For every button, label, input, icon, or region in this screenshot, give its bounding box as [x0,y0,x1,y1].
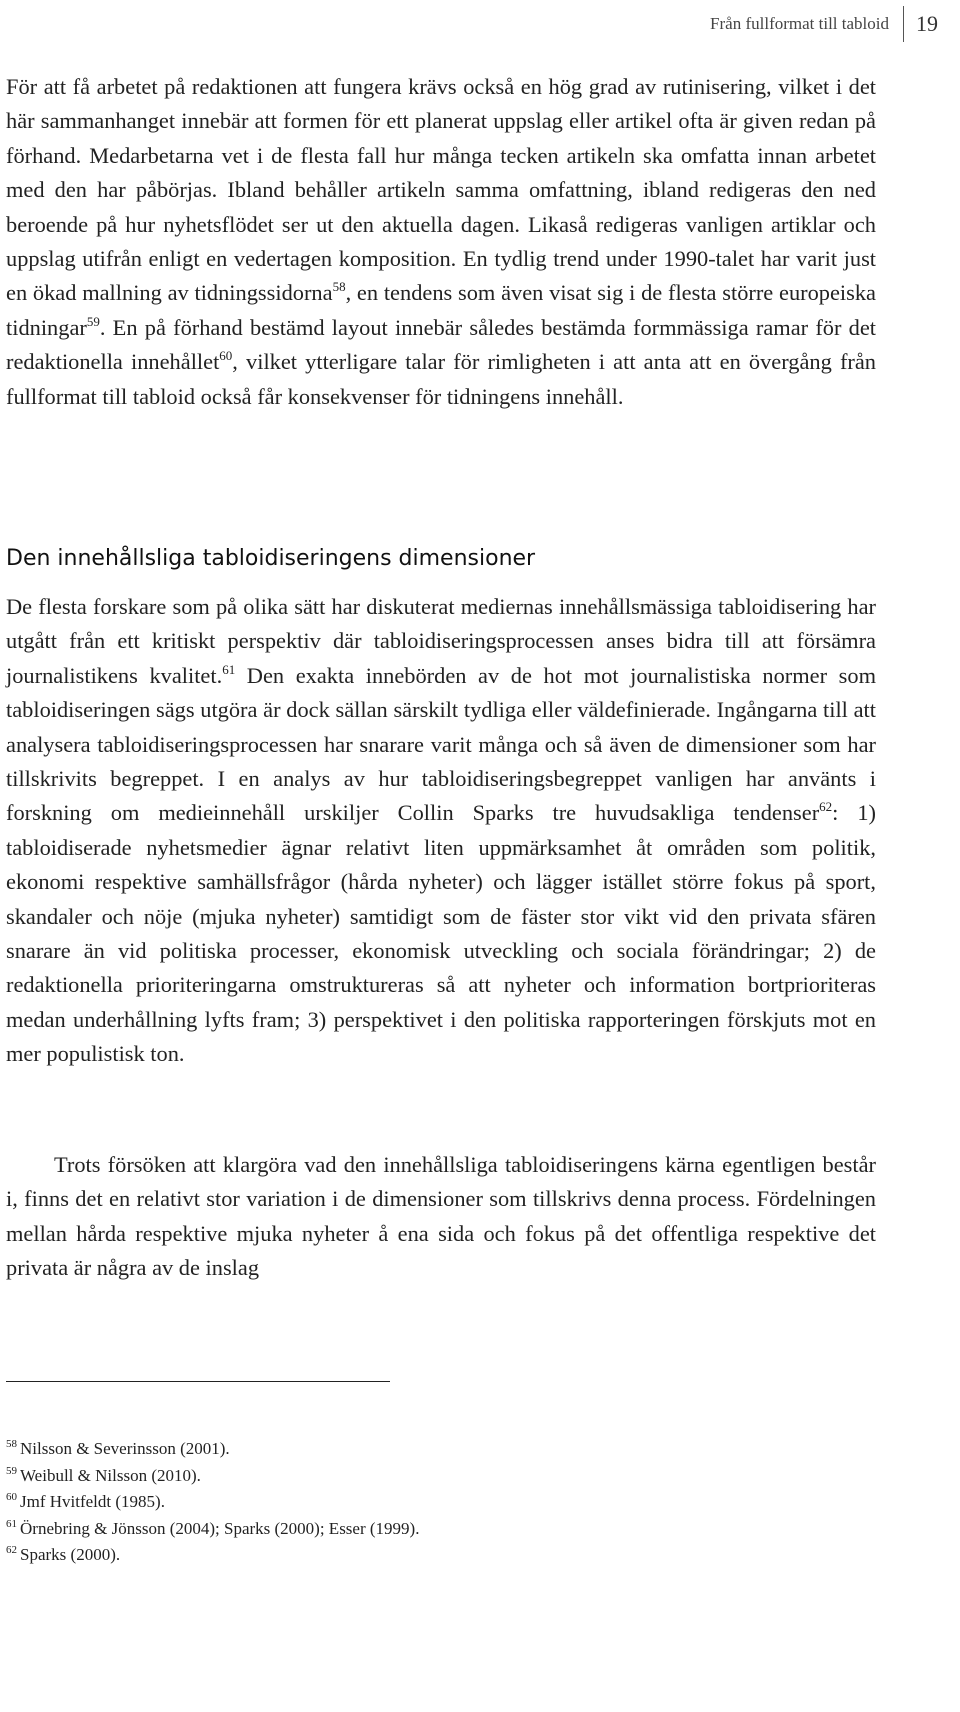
paragraph-text: De flesta forskare som på olika sätt har diskuterat mediernas innehållsmässiga tabloidisering har utgått från ett kritiskt perspektiv där tabloidiseringsprocessen anses bidra till att försämra journalistikens kvalitet. [6,594,876,688]
paragraph-text: Trots försöken att klargöra vad den innehållsliga tabloidiseringens kärna egentligen består i, finns det en relativt stor variation i de dimensioner som tillskrivs denna process. Fördelningen mellan hårda respektive mjuka nyheter å [6,1152,876,1246]
footnote-number: 60 [6,1491,17,1503]
page-number: 19 [916,11,938,36]
body-paragraph-3 [6,1148,876,1286]
footnote-ref-60: 60 [219,348,233,364]
paragraph-text: : 1) tabloidiserade nyhetsmedier ägnar relativt liten uppmärksamhet åt områden som politik, ekonomi respektive samhällsfrågor (hårda nyheter) och lägger istället större fokus på sport, skandaler och nöje (mjuka nyheter) samtidigt som de fäster stor vikt vid den privata sfären snarare än vid politiska processer, ekonomisk utveckling och sociala förändringar; 2) de redaktionella prioriteringarna omstruktureras så att nyheter och information bortprioriteras medan underhållning lyfts fram; 3) perspektivet i den politiska rapporteringen förskjuts mot en mer populistisk ton. [6,800,876,1067]
body-paragraph-1 [6,70,876,414]
footnote-number: 58 [6,1438,17,1450]
footnote-number: 62 [6,1544,17,1556]
footnote-ref-62: 62 [819,799,833,815]
footnote-ref-59: 59 [86,313,100,329]
paragraph-last-line: ena sida och fokus på det offentliga respektive det privata är några av de inslag [6,1220,876,1281]
footnote-ref-61: 61 [222,661,236,677]
footnote-text: Weibull & Nilsson (2010). [20,1465,201,1485]
footnote-list [6,1436,419,1569]
footnote [6,1542,419,1569]
paragraph-text: . En på förhand bestämd layout innebär således bestämda formmässiga ramar för det redaktionella innehållet [6,314,876,375]
footnote-ref-58: 58 [332,279,346,295]
footnote-text: Nilsson & Severinsson (2001). [20,1439,230,1458]
footnote [6,1436,419,1463]
footnote-text: Sparks (2000). [20,1545,121,1564]
footnote [6,1463,419,1490]
paragraph-text: , vilket ytterligare talar för rimligheten i att anta att en övergång från fullformat till tabloid också får konsekvenser för tidningens innehåll. [6,349,876,409]
footnote [6,1516,419,1543]
footnote-number: 59 [6,1464,17,1477]
footnote-number: 61 [6,1517,17,1530]
footnote [6,1489,419,1516]
footnote-separator [6,1381,390,1382]
body-paragraph-2 [6,590,876,1072]
paragraph-text: , en tendens som även visat sig i de flesta större europeiska tidningar [6,280,876,340]
paragraph-text: Den exakta innebörden av de hot mot journalistiska normer som tabloidiseringen sägs utgöra är dock sällan särskilt tydliga eller väldefinierade. Ingångarna till att analysera tabloidiseringsprocessen har snarare varit många och så även de dimensioner som har tillskrivits begreppet. I en analys av hur tabloidiseringsbegreppet vanligen har använts i forskning om medieinnehåll urskiljer Collin Sparks tre huvudsakliga tendenser [6,662,876,826]
paragraph-text: För att få arbetet på redaktionen att fungera krävs också en hög grad av rutinisering, vilket i det här sammanhanget innebär att formen för ett planerat uppslag eller artikel ofta är given redan på förhand. Medarbetarna vet i de flesta fall hur många tecken artikeln ska omfatta innan arbetet med den har påbörjas. Ibland behåller artikeln samma omfattning, ibland redigeras den ned beroende på hur nyhetsflödet ser ut den aktuella dagen. Likaså redigeras vanligen artiklar och uppslag utifrån enligt en vedertagen komposition. En tydlig trend under 1990-talet har varit just en ökad mallning av tidningssidorna [6,74,876,306]
running-header [710,4,938,44]
footnote-text: Jmf Hvitfeldt (1985). [20,1492,165,1511]
running-title: Från fullformat till tabloid [710,14,889,33]
section-heading: Den innehållsliga tabloidiseringens dimensioner [6,546,536,571]
footnote-text: Örnebring & Jönsson (2004); Sparks (2000); Esser (1999). [20,1518,420,1538]
